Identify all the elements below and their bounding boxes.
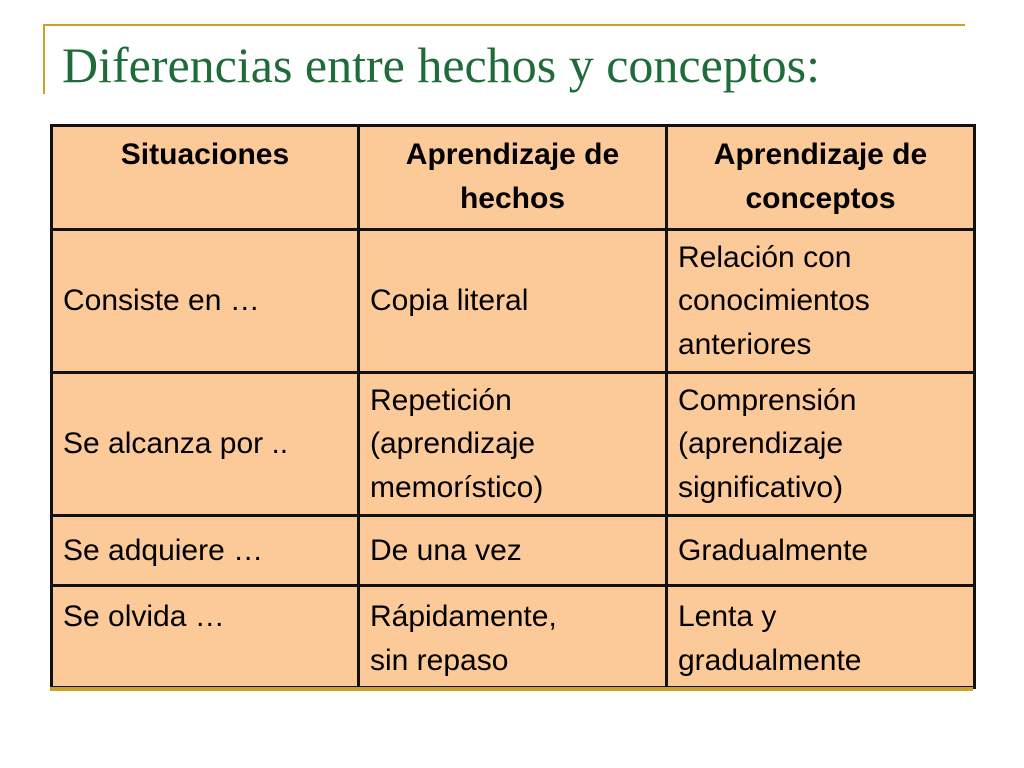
slide-frame-left-line	[43, 24, 45, 94]
cell-line: Se adquiere …	[63, 533, 264, 567]
cell-line: gradualmente	[678, 643, 862, 677]
conceptos-cell	[667, 586, 975, 688]
header-line: conceptos	[745, 181, 896, 215]
cell-line: significativo)	[678, 470, 844, 504]
comparison-table	[50, 124, 976, 689]
hechos-cell	[359, 373, 667, 516]
header-line: hechos	[459, 181, 566, 215]
conceptos-cell	[667, 373, 975, 516]
cell-line: Repetición	[370, 383, 512, 417]
table-row	[52, 516, 975, 586]
cell-line: Consiste en …	[63, 284, 260, 318]
table-header-row	[52, 126, 975, 230]
cell-line: conocimientos	[678, 284, 870, 318]
conceptos-cell	[667, 230, 975, 373]
row-label-cell	[52, 230, 359, 373]
cell-line: (aprendizaje	[370, 427, 536, 461]
header-line: Aprendizaje de	[405, 138, 620, 171]
cell-line: sin repaso	[370, 643, 509, 677]
cell-line: anteriores	[678, 327, 812, 361]
cell-line: Copia literal	[370, 284, 529, 318]
cell-line: Gradualmente	[678, 533, 869, 567]
cell-line: (aprendizaje	[678, 427, 844, 461]
cell-line: Relación con	[678, 240, 852, 274]
cell-line: Lenta y	[678, 600, 777, 633]
table-row	[52, 373, 975, 516]
header-aprendizaje-conceptos	[667, 126, 975, 230]
row-label-cell	[52, 586, 359, 688]
hechos-cell	[359, 516, 667, 586]
header-aprendizaje-hechos	[359, 126, 667, 230]
header-situaciones	[52, 126, 359, 230]
table-row	[52, 586, 975, 688]
header-line: Aprendizaje de	[713, 138, 928, 171]
row-label-cell	[52, 373, 359, 516]
cell-line: Se olvida …	[63, 600, 225, 633]
slide-title: Diferencias entre hechos y conceptos:	[62, 37, 821, 93]
cell-line: Se alcanza por ..	[63, 427, 289, 461]
cell-line: memorístico)	[370, 470, 544, 504]
comparison-table-container	[50, 124, 973, 686]
row-label-cell	[52, 516, 359, 586]
cell-line: Comprensión	[678, 383, 857, 417]
header-line: Situaciones	[120, 138, 290, 171]
table-row	[52, 230, 975, 373]
hechos-cell	[359, 586, 667, 688]
cell-line: Rápidamente,	[370, 600, 557, 633]
table-bottom-accent-line	[50, 687, 973, 691]
hechos-cell	[359, 230, 667, 373]
conceptos-cell	[667, 516, 975, 586]
cell-line: De una vez	[370, 533, 522, 567]
slide-frame-top-line	[43, 24, 965, 26]
